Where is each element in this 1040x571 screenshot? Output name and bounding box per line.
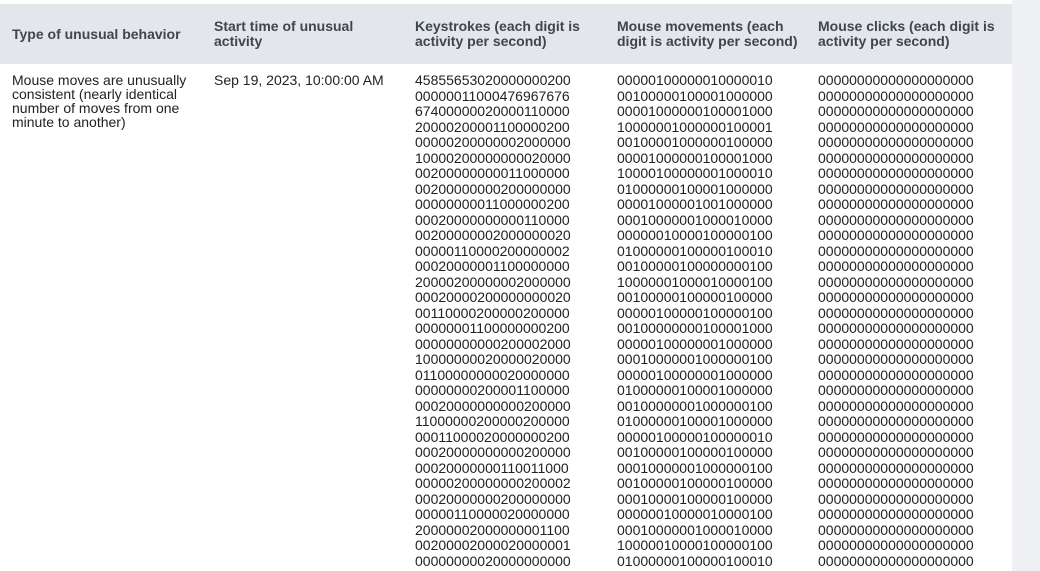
keystrokes-line: 10000200000000020000 bbox=[415, 149, 571, 166]
mouse-clicks-line: 00000000000000000000 bbox=[818, 134, 974, 150]
mouse-movements-line: 00100000100000100000 bbox=[617, 475, 773, 491]
mouse-clicks-line: 00000000000000000000 bbox=[818, 552, 974, 569]
mouse-clicks-line: 00000000000000000000 bbox=[818, 103, 974, 119]
keystrokes-line: 00020000001100000000 bbox=[415, 258, 570, 274]
keystrokes-line: 20000002000000001100 bbox=[415, 521, 570, 538]
mouse-clicks-line: 00000000000000000000 bbox=[818, 304, 974, 321]
keystrokes-line: 00020000200000000020 bbox=[415, 289, 571, 305]
mouse-movements-line: 00010000100000100000 bbox=[617, 490, 773, 507]
mouse-movements-line: 00100000100001000000 bbox=[617, 87, 773, 104]
mouse-movements-line: 00100000000100001000 bbox=[617, 320, 773, 336]
mouse-clicks-line: 00000000000000000000 bbox=[818, 382, 974, 398]
mouse-clicks-line: 00000000000000000000 bbox=[818, 459, 974, 476]
header-mouse-clicks: Mouse clicks (each digit is activity per second) bbox=[818, 18, 995, 49]
mouse-movements-line: 10000100000001000010 bbox=[617, 165, 773, 181]
mouse-clicks-line: 00000000000000000000 bbox=[818, 87, 974, 104]
mouse-clicks-line: 00000000000000000000 bbox=[818, 165, 974, 181]
mouse-movements-line: 01000000100000100010 bbox=[617, 552, 773, 569]
mouse-movements-line: 00100001000000100000 bbox=[617, 134, 773, 150]
mouse-movements-line: 10000001000010000100 bbox=[617, 273, 773, 290]
mouse-movements-line: 00010000001000010000 bbox=[617, 211, 773, 228]
mouse-movements-line: 00000100000100000100 bbox=[617, 304, 773, 321]
mouse-clicks-line: 00000000000000000000 bbox=[818, 428, 974, 445]
keystrokes-line: 00000000200001100000 bbox=[415, 382, 570, 398]
mouse-movements-line: 00100000001000000100 bbox=[617, 397, 773, 414]
mouse-movements-line: 00010000001000000100 bbox=[617, 351, 773, 367]
mouse-clicks-line: 00000000000000000000 bbox=[818, 490, 974, 507]
header-behavior-type: Type of unusual behavior bbox=[12, 25, 181, 42]
keystrokes-line: 00200000002000000020 bbox=[415, 227, 571, 243]
mouse-clicks-line: 00000000000000000000 bbox=[818, 351, 974, 367]
cell-start-time: Sep 19, 2023, 10:00:00 AM bbox=[214, 72, 384, 88]
mouse-clicks-line: 00000000000000000000 bbox=[818, 289, 974, 305]
keystrokes-line: 00020000000000200000 bbox=[415, 444, 571, 460]
keystrokes-line: 00000200000000200002 bbox=[415, 475, 571, 491]
cell-keystrokes bbox=[415, 73, 571, 569]
mouse-clicks-line: 00000000000000000000 bbox=[818, 444, 974, 460]
cell-behavior-type: Mouse moves are unusually consistent (nearly identical number of moves from one minute to another) bbox=[12, 72, 187, 130]
keystrokes-line: 00200000000011000000 bbox=[415, 165, 570, 181]
mouse-clicks-line: 00000000000000000000 bbox=[818, 118, 974, 135]
mouse-clicks-line: 00000000000000000000 bbox=[818, 320, 974, 336]
mouse-movements-line: 00001000000100001000 bbox=[617, 103, 773, 119]
mouse-movements-line: 00100000100000100000 bbox=[617, 289, 773, 305]
mouse-movements-line: 00000100000001000000 bbox=[617, 366, 773, 383]
mouse-movements-line: 00100000100000100000 bbox=[617, 444, 773, 460]
mouse-movements-line: 01000000100001000000 bbox=[617, 180, 773, 197]
keystrokes-line: 00020000000000200000 bbox=[415, 397, 571, 414]
keystrokes-line: 00000001100000000200 bbox=[415, 320, 570, 336]
mouse-clicks-line: 00000000000000000000 bbox=[818, 366, 974, 383]
mouse-movements-line: 00000010000010000100 bbox=[617, 506, 773, 522]
cell-mouse-clicks bbox=[818, 73, 974, 569]
mouse-movements-line: 01000000100000100010 bbox=[617, 242, 773, 259]
keystrokes-line: 00020000000000110000 bbox=[415, 211, 570, 228]
header-mouse-movements: Mouse movements (each digit is activity per second) bbox=[617, 18, 798, 49]
mouse-clicks-line: 00000000000000000000 bbox=[818, 273, 974, 290]
keystrokes-line: 00000000000200002000 bbox=[415, 335, 571, 352]
mouse-clicks-line: 00000000000000000000 bbox=[818, 149, 974, 166]
keystrokes-line: 20000200000002000000 bbox=[415, 273, 571, 290]
header-keystrokes: Keystrokes (each digit is activity per second) bbox=[415, 18, 580, 49]
keystrokes-line: 67400000020000110000 bbox=[415, 103, 570, 119]
mouse-clicks-line: 00000000000000000000 bbox=[818, 258, 974, 274]
keystrokes-line: 45855653020000000200 bbox=[415, 72, 571, 88]
mouse-clicks-line: 00000000000000000000 bbox=[818, 242, 974, 259]
keystrokes-line: 00000000020000000000 bbox=[415, 552, 571, 569]
mouse-clicks-line: 00000000000000000000 bbox=[818, 180, 974, 197]
mouse-clicks-line: 00000000000000000000 bbox=[818, 227, 974, 243]
mouse-movements-line: 00001000001001000000 bbox=[617, 196, 773, 212]
mouse-clicks-line: 00000000000000000000 bbox=[818, 475, 974, 491]
keystrokes-line: 11000000200000200000 bbox=[415, 413, 570, 429]
mouse-clicks-line: 00000000000000000000 bbox=[818, 397, 974, 414]
mouse-clicks-line: 00000000000000000000 bbox=[818, 196, 974, 212]
mouse-clicks-line: 00000000000000000000 bbox=[818, 521, 974, 538]
mouse-movements-line: 00010000001000010000 bbox=[617, 521, 773, 538]
keystrokes-line: 00110000200000200000 bbox=[415, 304, 570, 321]
keystrokes-line: 00200000000200000000 bbox=[415, 180, 571, 197]
mouse-movements-line: 10000001000000100001 bbox=[617, 118, 773, 135]
table-header bbox=[0, 4, 1012, 64]
keystrokes-line: 20000200001100000200 bbox=[415, 118, 570, 135]
mouse-movements-line: 00010000001000000100 bbox=[617, 459, 773, 476]
keystrokes-line: 00000110000020000000 bbox=[415, 506, 570, 522]
keystrokes-line: 00000011000476967676 bbox=[415, 87, 570, 104]
mouse-movements-line: 01000000100001000000 bbox=[617, 382, 773, 398]
mouse-clicks-line: 00000000000000000000 bbox=[818, 506, 974, 522]
keystrokes-line: 00000000011000000200 bbox=[415, 196, 570, 212]
mouse-clicks-line: 00000000000000000000 bbox=[818, 413, 974, 429]
mouse-movements-line: 01000000100001000000 bbox=[617, 413, 773, 429]
mouse-movements-line: 00000100000001000000 bbox=[617, 335, 773, 352]
mouse-movements-line: 00000010000100000100 bbox=[617, 227, 773, 243]
keystrokes-line: 00020000000110011000 bbox=[415, 459, 569, 476]
mouse-movements-line: 00000100000010000010 bbox=[617, 72, 773, 88]
header-start-time: Start time of unusual activity bbox=[214, 18, 354, 49]
mouse-clicks-line: 00000000000000000000 bbox=[818, 211, 974, 228]
mouse-movements-line: 10000010000100000100 bbox=[617, 537, 773, 553]
mouse-movements-line: 00000100000100000010 bbox=[617, 428, 773, 445]
mouse-clicks-line: 00000000000000000000 bbox=[818, 335, 974, 352]
mouse-clicks-line: 00000000000000000000 bbox=[818, 72, 974, 88]
cell-mouse-movements bbox=[617, 73, 773, 569]
page-scroll-area[interactable] bbox=[1012, 0, 1040, 571]
keystrokes-line: 01100000000020000000 bbox=[415, 366, 570, 383]
mouse-clicks-line: 00000000000000000000 bbox=[818, 537, 974, 553]
keystrokes-line: 10000000020000020000 bbox=[415, 351, 571, 367]
keystrokes-line: 00000200000002000000 bbox=[415, 134, 571, 150]
mouse-movements-line: 00100000100000000100 bbox=[617, 258, 773, 274]
mouse-movements-line: 00001000000100001000 bbox=[617, 149, 773, 166]
keystrokes-line: 00020000000200000000 bbox=[415, 490, 571, 507]
keystrokes-line: 00000110000200000002 bbox=[415, 242, 570, 259]
keystrokes-line: 00011000020000000200 bbox=[415, 428, 570, 445]
keystrokes-line: 00200002000020000001 bbox=[415, 537, 571, 553]
